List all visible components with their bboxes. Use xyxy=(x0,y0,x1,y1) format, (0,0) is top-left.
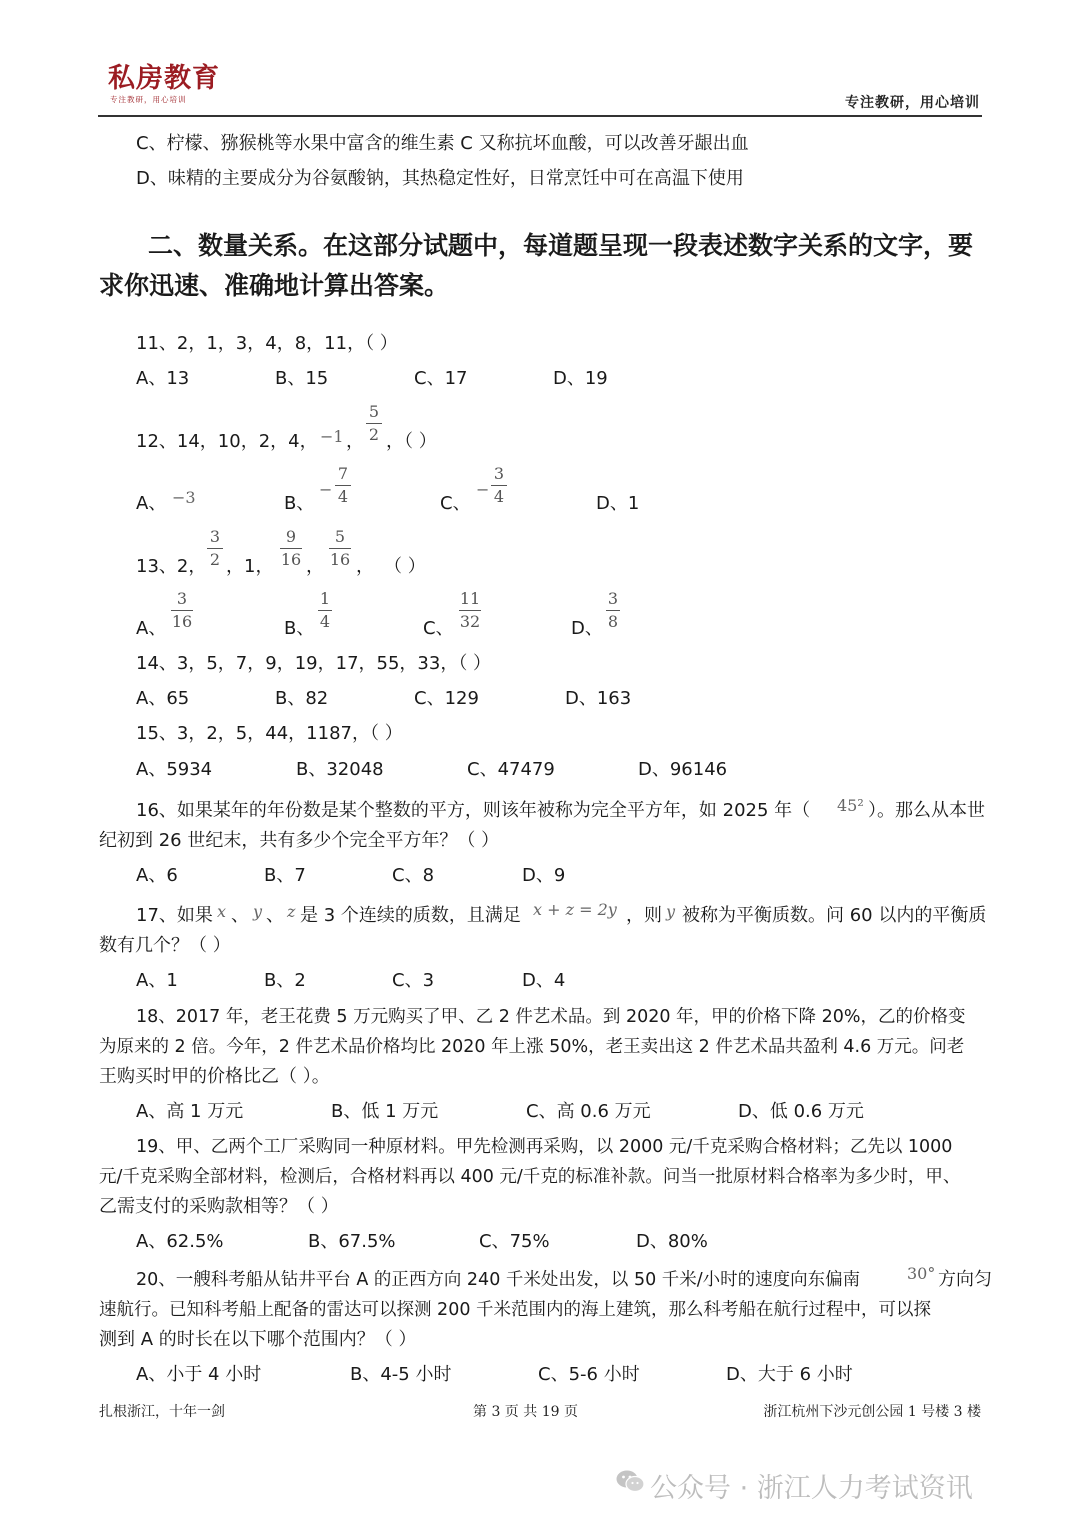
q13-comma-2: ， xyxy=(356,556,374,577)
q12-option-b-fraction: 7 4 xyxy=(335,465,351,506)
q13-stem-start: 13、2， xyxy=(136,556,207,577)
q17-var-y: y xyxy=(253,902,263,921)
q19-line2: 元/千克采购全部材料，检测后，合格材料再以 400 元/千克的标准补款。问当一批原材料合格率为多少时，甲、 xyxy=(99,1167,961,1187)
q16-line1-a: 16、如果某年的年份数是某个整数的平方，则该年被称为完全平方年，如 2025 年（ xyxy=(136,800,811,821)
q17-part4: 是 3 个连续的质数，且满足 xyxy=(300,905,521,926)
q16-option-b: B、7 xyxy=(264,865,306,886)
q16-line1-b: ）。那么从本世 xyxy=(868,800,985,821)
q12-option-b-neg: − xyxy=(319,480,333,499)
q19-line3: 乙需支付的采购款相等？（ ） xyxy=(99,1196,339,1217)
q13-fraction-9-16: 9 16 xyxy=(280,527,302,569)
q13-option-c: C、 xyxy=(423,618,454,639)
q19-option-a: A、62.5% xyxy=(136,1231,224,1252)
q15-option-a: A、5934 xyxy=(136,759,213,780)
q17-part1: 17、如果 xyxy=(136,905,213,926)
q15-option-b: B、32048 xyxy=(296,759,384,780)
q12-option-a: A、 xyxy=(136,493,167,514)
wechat-icon xyxy=(614,1465,646,1497)
q16-math: 45² xyxy=(837,796,864,815)
q15-stem: 15、3，2，5，44，1187，（ ） xyxy=(136,723,403,744)
q17-part3: 、 xyxy=(266,905,284,926)
q14-stem: 14、3，5，7，9，19，17，55，33，（ ） xyxy=(136,653,492,674)
q12-neg-one: −1 xyxy=(320,427,344,446)
q12-option-a-value: −3 xyxy=(172,488,196,507)
q13-option-d: D、 xyxy=(571,618,603,639)
q17-option-c: C、3 xyxy=(392,970,435,991)
q18-line2: 为原来的 2 倍。今年，2 件艺术品价格均比 2020 年上涨 50%，老王卖出这 2 件艺术品共盈利 4.6 万元。问老 xyxy=(99,1037,965,1057)
q19-option-d: D、80% xyxy=(636,1231,708,1252)
q11-stem: 11、2，1，3，4，8，11，（ ） xyxy=(136,333,398,354)
q17-var-z: z xyxy=(287,902,296,921)
q15-option-d: D、96146 xyxy=(638,759,728,780)
q12-option-d: D、1 xyxy=(596,493,640,514)
q12-option-c-neg: − xyxy=(476,480,490,499)
q18-option-a: A、高 1 万元 xyxy=(136,1101,244,1122)
q16-option-c: C、8 xyxy=(392,865,435,886)
q17-line2: 数有几个？（ ） xyxy=(99,935,231,956)
q16-option-a: A、6 xyxy=(136,865,178,886)
q19-line1: 19、甲、乙两个工厂采购同一种原材料。甲先检测再采购，以 2000 元/千克采购合格材料；乙先以 1000 xyxy=(136,1137,953,1157)
q17-option-d: D、4 xyxy=(522,970,566,991)
header-slogan: 专注教研，用心培训 xyxy=(845,95,980,111)
q18-line1: 18、2017 年，老王花费 5 万元购买了甲、乙 2 件艺术品。到 2020 年，甲的价格下降 20%，乙的价格变 xyxy=(136,1007,966,1027)
q13-tail: （ ） xyxy=(384,556,426,577)
q17-part2: 、 xyxy=(231,905,249,926)
q13-option-b-fraction: 1 4 xyxy=(319,589,331,631)
watermark-text: 公众号 · 浙江人力考试资讯 xyxy=(650,1473,973,1504)
q17-part6: 被称为平衡质数。问 60 以内的平衡质 xyxy=(682,905,987,926)
q18-option-c: C、高 0.6 万元 xyxy=(526,1101,651,1122)
logo-subtitle: 专注教研，用心培训 xyxy=(110,95,187,104)
q12-tail: ，（ ） xyxy=(386,431,437,452)
q17-equation: x + z = 2y xyxy=(533,900,617,919)
q13-fraction-3-2: 3 2 xyxy=(207,528,223,569)
q20-line3: 测到 A 的时长在以下哪个范围内？（ ） xyxy=(99,1329,417,1350)
q13-fraction-5-16: 5 16 xyxy=(329,527,351,569)
q13-option-c-fraction: 11 32 xyxy=(459,589,481,631)
q11-option-a: A、13 xyxy=(136,368,190,389)
q11-option-b: B、15 xyxy=(275,368,329,389)
q14-option-b: B、82 xyxy=(275,688,329,709)
q20-line2: 速航行。已知科考船上配备的雷达可以探测 200 千米范围内的海上建筑，那么科考船在航行过程中，可以探 xyxy=(99,1300,932,1320)
footer-page-number: 第 3 页 共 19 页 xyxy=(473,1404,578,1420)
q15-option-c: C、47479 xyxy=(467,759,555,780)
q12-comma: ， xyxy=(346,431,364,452)
footer-left: 扎根浙江，十年一剑 xyxy=(99,1404,225,1420)
q16-option-d: D、9 xyxy=(522,865,566,886)
q13-option-b: B、 xyxy=(284,618,315,639)
q16-line2: 纪初到 26 世纪末，共有多少个完全平方年？（ ） xyxy=(99,830,500,851)
q17-part5: ，则 xyxy=(626,905,662,926)
header-rule xyxy=(98,115,982,117)
section-heading-line2: 求你迅速、准确地计算出答案。 xyxy=(99,271,450,300)
q12-fraction-5-2: 5 2 xyxy=(366,403,382,444)
q18-option-b: B、低 1 万元 xyxy=(331,1101,439,1122)
q13-option-d-fraction: 3 8 xyxy=(607,589,619,631)
q20-option-c: C、5-6 小时 xyxy=(538,1364,640,1385)
q11-option-c: C、17 xyxy=(414,368,468,389)
q14-option-d: D、163 xyxy=(565,688,632,709)
q20-option-d: D、大于 6 小时 xyxy=(726,1364,853,1385)
q19-option-b: B、67.5% xyxy=(308,1231,396,1252)
logo-title: 私房教育 xyxy=(108,63,220,94)
q13-stem-mid: ，1， xyxy=(226,556,274,577)
q18-line3: 王购买时甲的价格比乙（ ）。 xyxy=(99,1066,330,1087)
q20-degree: 30° xyxy=(907,1264,936,1283)
section-heading-line1: 二、数量关系。在这部分试题中，每道题呈现一段表述数字关系的文字，要 xyxy=(148,231,974,260)
prev-option-c: C、柠檬、猕猴桃等水果中富含的维生素 C 又称抗坏血酸，可以改善牙龈出血 xyxy=(136,133,749,154)
q18-option-d: D、低 0.6 万元 xyxy=(738,1101,864,1122)
q14-option-a: A、65 xyxy=(136,688,190,709)
q13-option-a: A、 xyxy=(136,618,167,639)
q20-line1-b: 方向匀 xyxy=(938,1269,992,1290)
q20-option-b: B、4-5 小时 xyxy=(350,1364,452,1385)
q12-option-b: B、 xyxy=(284,493,315,514)
q12-option-c: C、 xyxy=(440,493,471,514)
q14-option-c: C、129 xyxy=(414,688,479,709)
footer-address: 浙江杭州下沙元创公园 1 号楼 3 楼 xyxy=(763,1404,981,1420)
q12-stem: 12、14，10，2，4， xyxy=(136,431,318,452)
q13-comma-1: ， xyxy=(306,556,324,577)
q11-option-d: D、19 xyxy=(553,368,608,389)
q17-option-a: A、1 xyxy=(136,970,178,991)
prev-option-d: D、味精的主要成分为谷氨酸钠，其热稳定性好，日常烹饪中可在高温下使用 xyxy=(136,168,744,189)
q19-option-c: C、75% xyxy=(479,1231,550,1252)
q17-option-b: B、2 xyxy=(264,970,306,991)
q17-var-x: x xyxy=(217,902,227,921)
q13-option-a-fraction: 3 16 xyxy=(171,589,193,631)
q20-option-a: A、小于 4 小时 xyxy=(136,1364,262,1385)
q20-line1-a: 20、一艘科考船从钻井平台 A 的正西方向 240 千米处出发，以 50 千米/小时的速度向东偏南 xyxy=(136,1270,861,1290)
q17-var-y2: y xyxy=(666,902,676,921)
q12-option-c-fraction: 3 4 xyxy=(491,465,507,506)
